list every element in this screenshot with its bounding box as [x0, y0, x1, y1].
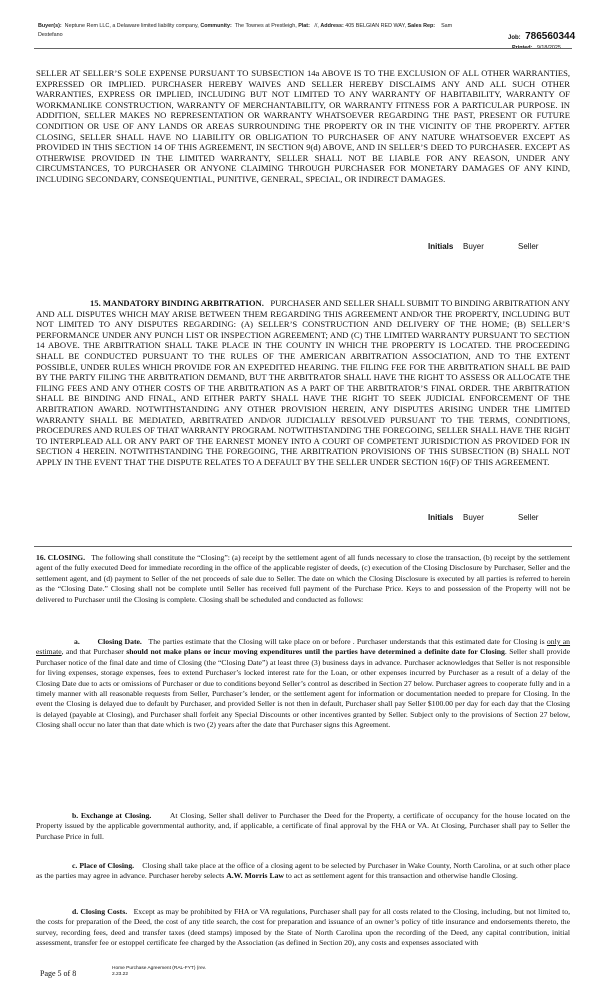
document-header: [38, 22, 478, 39]
subsection-a-heading: Closing Date.: [97, 637, 142, 646]
initials-buyer: Buyer: [463, 513, 484, 522]
initials-seller: Seller: [518, 513, 539, 522]
form-identifier-line-2: 2.23.22: [112, 972, 129, 978]
section-15-text: PURCHASER AND SELLER SHALL SUBMIT TO BINDING ARBITRATION ANY AND ALL DISPUTES WHICH MAY ARISE BETWEEN THEM REGARDING THIS AGREEMENT AND/OR THE PROPERTY, INCLUDING BUT NOT LIMITED TO ANY DISPUTES REGARDING: (A) SELLER’S CONSTRUCTION AND DELIVERY OF THE HOME; (B) SELLER’S PERFORMANCE UNDER ANY PUNCH LIST OR INSPECTION AGREEMENT; AND (C) THE LIMITED WARRANTY PURSUANT TO SECTION 14 ABOVE. THE ARBITRATION SHALL TAKE PLACE IN THE COUNTY IN WHICH THE PROPERTY IS LOCATED. THE PROCEEDING SHALL BE CONDUCTED PURSUANT TO THE RULES OF THE AMERICAN ARBITRATION ASSOCIATION, AND TO THE EXTENT POSSIBLE, UNDER RULES WHICH PROVIDE FOR AN EXPEDITED HEARING. THE FILING FEE FOR THE ARBITRATION SHALL BE PAID BY THE PARTY FILING THE ARBITRATION DEMAND, BUT THE ARBITRATOR SHALL HAVE THE RIGHT TO ASSESS OR ALLOCATE THE FILING FEES AND ANY OTHER COSTS OF THE ARBITRATION AS A PART OF THE ARBITRATOR’S FINAL ORDER. THE ARBITRATION SHALL BE BINDING AND FINAL, AND EITHER PARTY SHALL HAVE THE RIGHT TO SEEK JUDICIAL ENFORCEMENT OF THE ARBITRATION AWARD. NOTWITHSTANDING ANY OTHER PROVISION HEREIN, ANY DISPUTES ARISING UNDER THE LIMITED WARRANTY SHALL BE MEDIATED, ARBITRATED AND/OR JUDICIALLY RESOLVED PURSUANT TO THE TERMS, CONDITIONS, PROCEDURES AND RULES OF THAT WARRANTY PROGRAM. NOTWITHSTANDING THE FOREGOING, SELLER SHALL HAVE THE RIGHT TO INTERPLEAD ALL OR ANY PART OF THE EARNEST MONEY INTO A COURT OF COMPETENT JURISDICTION AS PROVIDED FOR IN SECTION 4 HEREIN. NOTWITHSTANDING THE FOREGOING, THE ARBITRATION PROVISIONS OF THIS SUBSECTION (B) SHALL NOT APPLY IN THE EVENT THAT THE DISPUTE RELATES TO A DEFAULT BY THE SELLER UNDER SECTION 16(F) OF THIS AGREEMENT.: [36, 298, 570, 467]
subsection-a-text-2: , and that Purchaser: [61, 647, 124, 657]
plat-value: //,: [314, 23, 319, 29]
form-identifier-line-1: Home Purchase Agreement (RAL-FYT) (rev.: [112, 966, 207, 971]
settlement-agent-name: A.W. Morris Law: [226, 871, 284, 881]
buyer-value: Neptune Rem LLC, a Delaware limited liability company,: [64, 23, 199, 29]
subsection-b-paragraph: [36, 811, 570, 842]
warranty-paragraph: SELLER AT SELLER’S SOLE EXPENSE PURSUANT TO SUBSECTION 14a ABOVE IS TO THE EXCLUSION OF ALL OTHER WARRANTIES, EXPRESSED OR IMPLIED. PURCHASER HEREBY WAIVES AND SELLER HEREBY DISCLAIMS ANY AND ALL SUCH OTHER WARRANTIES, EXPRESS OR IMPLIED, INCLUDING BUT NOT LIMITED TO ANY WARRANTY OF HABITABILITY, WARRANTY OF WORKMANLIKE CONSTRUCTION, WARRANTY OF MERCHANTABILITY, OR WARRANTY FITNESS FOR A PARTICULAR PURPOSE. IN ADDITION, SELLER MAKES NO REPRESENTATION OR WARRANTY WHATSOEVER REGARDING THE PAST, PRESENT OR FUTURE CONDITION OR USE OF ANY LANDS OR AREAS SURROUNDING THE PROPERTY OR IN THE VICINITY OF THE PROPERTY. AFTER CLOSING, SELLER SHALL HAVE NO LIABILITY OR OBLIGATION TO PURCHASER OF ANY NATURE WHATSOEVER EXCEPT AS PROVIDED IN THIS SECTION 14 OF THIS AGREEMENT, IN SECTION 9(d) ABOVE, AND IN SELLER’S DEED TO PURCHASER. EXCEPT AS OTHERWISE PROVIDED IN THE LIMITED WARRANTY, SELLER SHALL NOT BE LIABLE FOR ANY REASON, UNDER ANY CIRCUMSTANCES, TO PURCHASER OR ANYONE CLAIMING THROUGH PURCHASER FOR MONETARY DAMAGES OF ANY KIND, INCLUDING SECONDARY, CONSEQUENTIAL, PUNITIVE, GENERAL, SPECIAL, OR INDIRECT DAMAGES.: [36, 68, 570, 184]
job-number: 786560344: [525, 31, 576, 42]
header-divider: [34, 48, 572, 49]
subsection-a-text-3: . Seller shall provide Purchaser notice of the final date and time of Closing (the “Closing Date”) at least three (3) business days in advance. Purchaser acknowledges that Seller is not responsible for living expenses, storage expenses, fees to extend Purchaser’s locked interest rate for the Loan, or other expenses incurred by Purchaser as a result of a delay of the Closing Date due to acts or omissions of Purchaser or due to conditions beyond Seller’s control as described in Section 27 below. Purchaser agrees to cooperate fully and in a timely manner with all reasonable requests from Seller, Purchaser’s lender, or the settlement agent for information or documentation needed to prepare for Closing. In the event the Closing is delayed due to default by Purchaser, and provided Seller is not then in default, Purchaser shall pay Seller $100.00 per day for each day that the Closing is delayed (payable at Closing), and Purchaser shall forfeit any Special Discounts or other incentives granted by Seller. Subject only to the provisions of Section 27 below, Closing shall occur no later than that date which is two (2) years after the date that Purchaser signs this Agreement.: [36, 647, 570, 730]
initials-block-2: [428, 513, 539, 522]
sales-rep-value-2: Destefano: [38, 31, 63, 38]
buyer-label: Buyer(s):: [38, 23, 62, 29]
subsection-a-bold-warning: should not make plans or incur moving expenditures until the parties have determined a definite date for Closing: [126, 647, 505, 657]
page-footer: [40, 966, 300, 986]
initials-label: Initials: [428, 242, 454, 251]
subsection-c-text-2: to act as settlement agent for this transaction and otherwise handle Closing.: [285, 871, 518, 881]
subsection-b-heading: b. Exchange at Closing.: [72, 811, 152, 820]
initials-seller: Seller: [518, 242, 539, 251]
subsection-d-heading: d. Closing Costs.: [72, 907, 128, 916]
section-15-paragraph: [36, 298, 570, 468]
section-16-text: The following shall constitute the “Closing”: (a) receipt by the settlement agent of all funds necessary to close the transaction, (b) receipt by the settlement agent of the fully executed Deed for immediate recording in the office of the applicable register of deeds, (c) execution of the Closing Disclosure by Purchaser, Seller and the settlement agent, and (d) payment to Seller of the net proceeds of sale due to Seller. The date on which the Closing Disclosure is executed by all parties is referred to herein as the “Closing Date.” Closing shall not be complete until Seller has received full payment of the Purchase Price. Keys to and possession of the Property will not be delivered to Purchaser until the Closing is complete. Closing shall be scheduled and conducted as follows:: [36, 553, 570, 604]
section-16-paragraph: [36, 553, 570, 605]
subsection-a-label: a.: [74, 637, 80, 646]
sales-rep-label: Sales Rep:: [407, 23, 436, 29]
subsection-a-paragraph: [36, 637, 570, 731]
community-label: Community:: [200, 23, 232, 29]
subsection-d-paragraph: [36, 907, 570, 949]
printed-date: 9/18/2025: [536, 45, 561, 51]
subsection-d-text: Except as may be prohibited by FHA or VA regulations, Purchaser shall pay for all costs related to the Closing, including, but not limited to, the costs for preparation of the Deed, the cost of any title search, the cost for preparation and issuance of an owner’s policy of title insurance and endorsements thereto, the survey, recording fees, deed and transfer taxes (deed stamps) imposed by the State of North Carolina upon the recording of the Deed, any capital contribution, initial assessment, transfer fee or estoppel certificate fee charged by the Association (as defined in Section 20), any costs and expenses associated with: [36, 907, 571, 948]
subsection-a-text: The parties estimate that the Closing will take place on or before . Purchaser understands that this estimated date for Closing is: [148, 637, 545, 646]
estimate-underline: only an estimate: [36, 637, 571, 657]
subsection-b-text: At Closing, Seller shall deliver to Purchaser the Deed for the Property, a certificate of occupancy for the house located on the Property issued by the applicable governmental authority, and, if applicable, a certificate of final approval by the FHA or VA. At Closing, Purchaser shall pay to Seller the Purchase Price in full.: [36, 811, 570, 841]
plat-label: Plat:: [298, 23, 310, 29]
page-number: Page 5 of 8: [40, 969, 77, 978]
job-label: Job:: [508, 35, 521, 41]
section-16-heading: 16. CLOSING.: [36, 553, 86, 562]
address-label: Address:: [320, 23, 344, 29]
initials-label: Initials: [428, 513, 454, 522]
subsection-c-paragraph: [36, 861, 570, 882]
initials-block-1: [428, 242, 539, 251]
printed-label: Printed:: [512, 45, 533, 51]
section-15-heading: 15. MANDATORY BINDING ARBITRATION.: [90, 298, 264, 308]
community-value: The Townes at Prestleigh,: [234, 23, 297, 29]
sales-rep-value: Sam: [441, 23, 453, 29]
address-value: 405 BELGIAN RED WAY,: [345, 23, 406, 29]
subsection-c-text: Closing shall take place at the office of a closing agent to be selected by Purchaser in Wake County, North Carolina, or at such other place as the parties may agree in advance. Purchaser hereby selects: [36, 861, 571, 881]
subsection-c-heading: c. Place of Closing.: [72, 861, 135, 870]
section-divider: [34, 546, 572, 547]
initials-buyer: Buyer: [463, 242, 484, 251]
form-identifier: [112, 966, 272, 979]
